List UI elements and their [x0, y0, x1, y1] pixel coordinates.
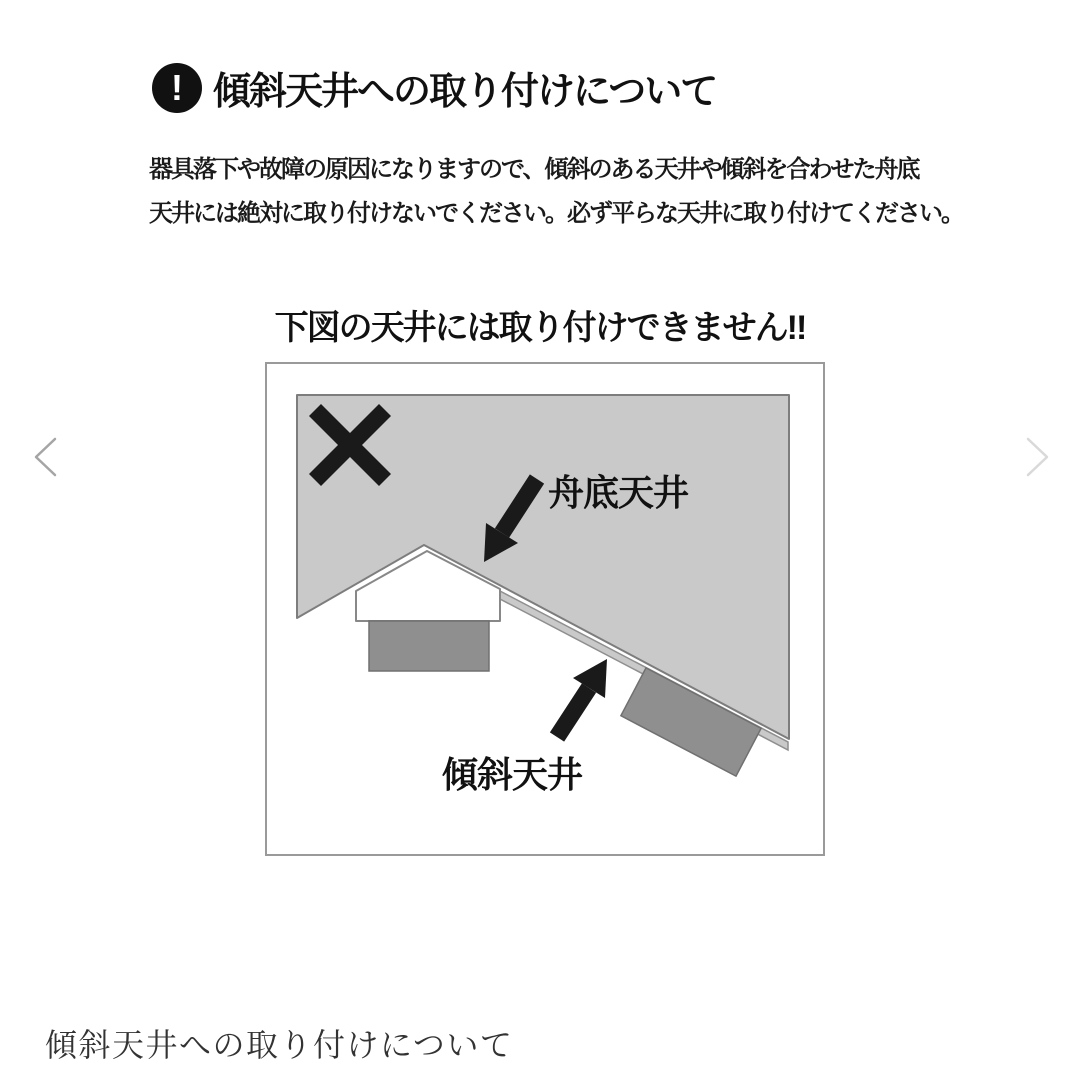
image-caption: 傾斜天井への取り付けについて — [45, 1027, 514, 1063]
arrow-sloped-icon — [557, 659, 607, 737]
ceiling-diagram — [267, 364, 823, 854]
exclamation-circle-icon — [152, 63, 202, 113]
warning-body-line-2: 天井には絶対に取り付けないでください。必ず平らな天井に取り付けてください。 — [149, 200, 963, 227]
diagram-box — [265, 362, 825, 856]
carousel-next-button[interactable] — [1025, 436, 1051, 481]
chevron-left-icon — [32, 436, 58, 478]
chevron-right-icon — [1025, 436, 1051, 478]
label-sloped-ceiling: 傾斜天井 — [442, 754, 583, 795]
diagram-heading: 下図の天井には取り付けできません!! — [274, 309, 806, 347]
exclamation-glyph: ! — [171, 66, 183, 108]
warning-body-line-1: 器具落下や故障の原因になりますので、傾斜のある天井や傾斜を合わせた舟底 — [149, 156, 919, 183]
carousel-prev-button[interactable] — [32, 436, 58, 481]
warning-body — [149, 148, 963, 236]
sloped-ceiling-shape — [297, 395, 789, 739]
page-title: 傾斜天井への取り付けについて — [213, 71, 717, 113]
label-boat-bottom-ceiling: 舟底天井 — [548, 472, 689, 513]
light-fixture-flat — [369, 621, 489, 671]
warning-header — [152, 60, 716, 115]
